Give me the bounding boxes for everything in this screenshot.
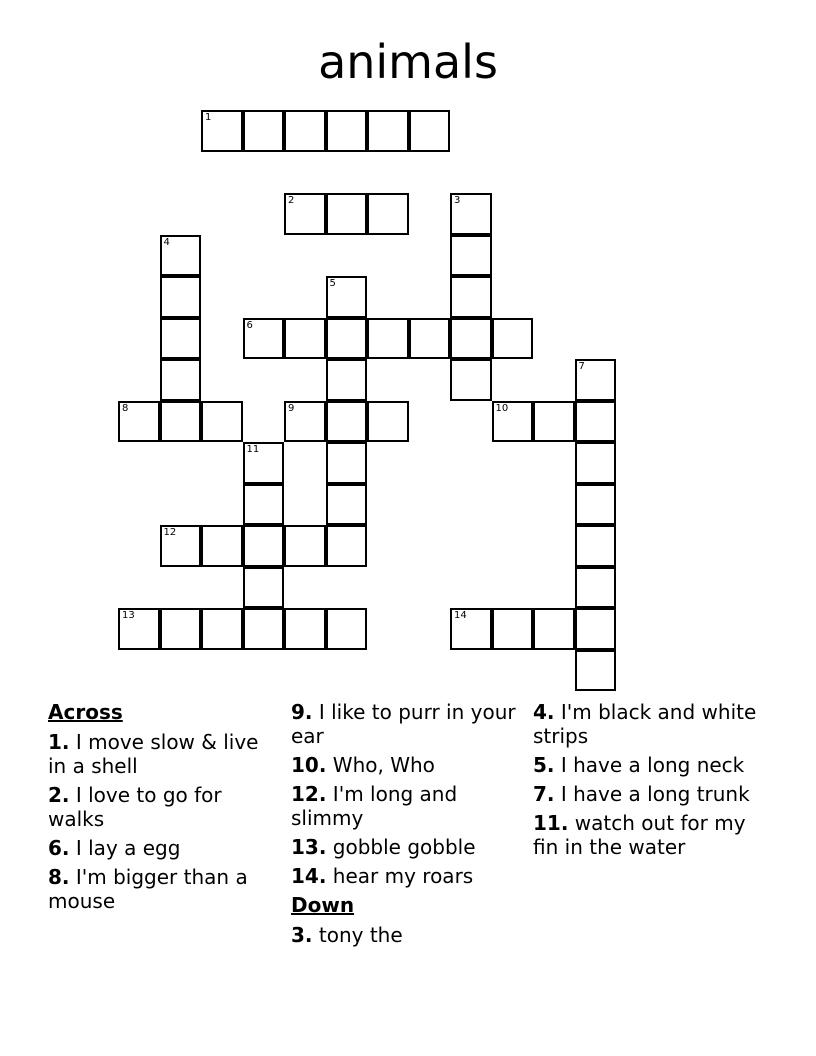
grid-cell[interactable]	[160, 276, 202, 318]
grid-cell[interactable]	[118, 401, 160, 443]
grid-cell[interactable]	[284, 401, 326, 443]
clue-across-8: 8. I'm bigger than a mouse	[48, 865, 248, 913]
grid-cell[interactable]	[243, 110, 285, 152]
grid-cell[interactable]	[160, 235, 202, 277]
grid-cell[interactable]	[326, 525, 368, 567]
grid-cell[interactable]	[201, 401, 243, 443]
grid-cell[interactable]	[367, 193, 409, 235]
clue-number: 7	[578, 361, 585, 372]
grid-cell[interactable]	[533, 401, 575, 443]
grid-cell[interactable]	[367, 110, 409, 152]
clue-number: 9	[288, 402, 295, 414]
grid-cell[interactable]	[533, 608, 575, 650]
grid-cell[interactable]	[450, 193, 492, 235]
clue-across-2: 2. I love to go for walks	[48, 783, 222, 831]
clues-column-1	[48, 700, 278, 918]
clue-across-14: 14. hear my roars	[291, 864, 474, 888]
clue-number: 11	[246, 444, 260, 455]
grid-cell[interactable]	[326, 484, 368, 526]
grid-cell[interactable]	[160, 401, 202, 443]
clue-down-4: 4. I'm black and white strips	[533, 700, 757, 748]
grid-cell[interactable]	[575, 608, 617, 650]
clue-number: 12	[163, 527, 177, 538]
grid-cell[interactable]	[575, 525, 617, 567]
down-heading: Down	[291, 893, 355, 917]
grid-cell[interactable]	[326, 442, 368, 484]
clues-column-3	[533, 700, 773, 864]
grid-cell[interactable]	[492, 608, 534, 650]
grid-cell[interactable]	[243, 608, 285, 650]
grid-cell[interactable]	[575, 484, 617, 526]
grid-cell[interactable]	[284, 608, 326, 650]
grid-cell[interactable]	[326, 359, 368, 401]
grid-cell[interactable]	[243, 442, 285, 484]
grid-cell[interactable]	[450, 318, 492, 360]
grid-cell[interactable]	[367, 401, 409, 443]
clue-number: 1	[205, 112, 212, 123]
grid-cell[interactable]	[284, 318, 326, 360]
grid-cell[interactable]	[575, 650, 617, 692]
clue-number: 2	[288, 195, 295, 206]
grid-cell[interactable]	[284, 193, 326, 235]
grid-cell[interactable]	[284, 525, 326, 567]
grid-cell[interactable]	[326, 608, 368, 650]
clue-number: 8	[122, 402, 129, 414]
grid-cell[interactable]	[326, 318, 368, 360]
grid-cell[interactable]	[367, 318, 409, 360]
grid-cell[interactable]	[492, 318, 534, 360]
grid-cell[interactable]	[243, 525, 285, 567]
clue-number: 13	[122, 610, 135, 621]
grid-cell[interactable]	[575, 359, 617, 401]
grid-cell[interactable]	[160, 359, 202, 401]
clues-column-2	[291, 700, 521, 952]
grid-cell[interactable]	[575, 567, 617, 609]
clue-number: 6	[246, 319, 253, 331]
clue-down-5: 5. I have a long neck	[533, 753, 745, 777]
grid-cell[interactable]	[492, 401, 534, 443]
clue-across-12: 12. I'm long and slimmy	[291, 782, 458, 830]
grid-cell[interactable]	[201, 608, 243, 650]
grid-cell[interactable]	[160, 608, 202, 650]
grid-cell[interactable]	[201, 110, 243, 152]
clue-number: 5	[329, 278, 336, 289]
grid-cell[interactable]	[409, 318, 451, 360]
grid-cell[interactable]	[201, 525, 243, 567]
grid-cell[interactable]	[284, 110, 326, 152]
grid-cell[interactable]	[450, 235, 492, 277]
grid-cell[interactable]	[575, 442, 617, 484]
clue-number: 4	[163, 236, 170, 248]
clue-across-13: 13. gobble gobble	[291, 835, 476, 859]
grid-cell[interactable]	[243, 318, 285, 360]
grid-cell[interactable]	[243, 484, 285, 526]
clue-down-11: 11. watch out for my fin in the water	[533, 811, 746, 859]
grid-cell[interactable]	[326, 193, 368, 235]
grid-cell[interactable]	[118, 608, 160, 650]
clue-number: 3	[454, 195, 461, 206]
grid-cell[interactable]	[450, 276, 492, 318]
grid-cell[interactable]	[326, 276, 368, 318]
across-heading: Across	[48, 700, 123, 724]
grid-cell[interactable]	[450, 359, 492, 401]
clue-down-7: 7. I have a long trunk	[533, 782, 750, 806]
grid-cell[interactable]	[160, 525, 202, 567]
clue-across-6: 6. I lay a egg	[48, 836, 181, 860]
clue-number: 10	[495, 402, 509, 414]
grid-cell[interactable]	[450, 608, 492, 650]
grid-cell[interactable]	[243, 567, 285, 609]
clue-across-9: 9. I like to purr in your ear	[291, 700, 516, 748]
puzzle-title: animals	[318, 35, 498, 89]
clue-across-1: 1. I move slow & live in a shell	[48, 730, 259, 778]
grid-cell[interactable]	[409, 110, 451, 152]
grid-cell[interactable]	[575, 401, 617, 443]
grid-cell[interactable]	[326, 401, 368, 443]
grid-cell[interactable]	[160, 318, 202, 360]
clue-across-10: 10. Who, Who	[291, 753, 435, 777]
clue-down-3: 3. tony the	[291, 923, 403, 947]
clue-number: 14	[454, 610, 467, 621]
grid-cell[interactable]	[326, 110, 368, 152]
